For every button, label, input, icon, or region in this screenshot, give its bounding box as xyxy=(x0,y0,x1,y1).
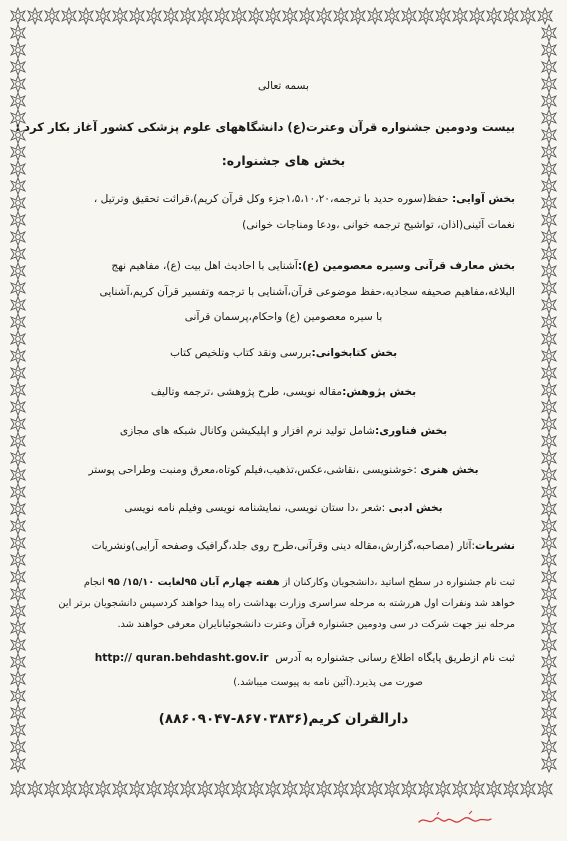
border-star-ornament xyxy=(62,781,76,797)
border-star-ornament xyxy=(11,246,25,262)
border-star-ornament xyxy=(542,280,556,296)
border-star-ornament xyxy=(266,8,280,24)
border-star-ornament xyxy=(164,8,178,24)
border-star-ornament xyxy=(11,501,25,517)
border-star-ornament xyxy=(232,781,246,797)
section-pajohesh-text: مقاله نویسی، طرح پژوهشی ،ترجمه وتالیف xyxy=(150,386,343,398)
border-star-ornament xyxy=(351,781,365,797)
border-star-ornament xyxy=(11,76,25,92)
registration-line2: خواهد شد ونفرات اول هررشته به مرحله سراسری وزارت بهداشت راه پیدا خواهند کردسپس دانشجویان برتر این xyxy=(58,598,515,609)
section-nashriyat-text: :آثار (مصاحبه،گزارش،مقاله دینی وقرآنی،طرح روی جلد،گرافیک وصفحه آرایی)ونشریات xyxy=(91,540,476,552)
registration-accept: صورت می پذیرد. xyxy=(352,677,423,688)
section-fanavari xyxy=(52,425,515,437)
registration-line3: مرحله نیز جهت شرکت در سی ودومین جشنواره قرآن وعترت دانشجوئیانایران معرفی خواهند شد. xyxy=(117,619,515,630)
border-star-ornament xyxy=(11,314,25,330)
section-ketab-text: بررسی ونقد کتاب وتلخیص کتاب xyxy=(169,347,312,359)
border-star-ornament xyxy=(470,8,484,24)
border-star-ornament xyxy=(11,688,25,704)
border-star-ornament xyxy=(334,781,348,797)
border-star-ornament xyxy=(542,722,556,738)
border-star-ornament xyxy=(11,781,25,797)
border-star-ornament xyxy=(11,195,25,211)
border-star-ornament xyxy=(436,8,450,24)
border-star-ornament xyxy=(368,8,382,24)
border-star-ornament xyxy=(470,781,484,797)
border-star-ornament xyxy=(419,781,433,797)
border-star-ornament xyxy=(542,76,556,92)
border-star-ornament xyxy=(11,518,25,534)
section-honari-label: بخش هنری xyxy=(420,464,479,476)
border-star-ornament xyxy=(11,42,25,58)
border-star-ornament xyxy=(542,535,556,551)
border-star-ornament xyxy=(11,93,25,109)
border-star-ornament xyxy=(542,620,556,636)
border-star-ornament xyxy=(11,25,25,41)
border-star-ornament xyxy=(249,781,263,797)
border-star-ornament xyxy=(542,127,556,143)
border-star-ornament xyxy=(96,8,110,24)
border-star-ornament xyxy=(542,382,556,398)
border-star-ornament xyxy=(542,739,556,755)
border-star-ornament xyxy=(198,781,212,797)
border-star-ornament xyxy=(385,8,399,24)
registration-site-text: ثبت نام ازطریق پایگاه اطلاع رسانی جشنواره به آدرس xyxy=(275,652,515,664)
border-star-ornament xyxy=(542,297,556,313)
registration-dates: هفته چهارم آبان ۹۵لغایت ۱۵/۱۰/ ۹۵ xyxy=(107,577,280,588)
border-star-ornament xyxy=(542,93,556,109)
border-star-ornament xyxy=(542,110,556,126)
border-star-ornament xyxy=(28,8,42,24)
border-star-ornament xyxy=(113,8,127,24)
page-title: بیست ودومین جشنواره قرآن وعترت(ع) دانشگاههای علوم پزشکی کشور آغاز بکار کرد : xyxy=(15,120,515,134)
border-star-ornament xyxy=(402,781,416,797)
border-star-ornament xyxy=(11,586,25,602)
border-star-ornament xyxy=(11,263,25,279)
border-star-ornament xyxy=(542,161,556,177)
section-adabi-label: بخش ادبی xyxy=(388,502,443,514)
border-star-ornament xyxy=(266,781,280,797)
section-honari-text: :خوشنویسی ،نقاشی،عکس،تذهیب،فیلم کوتاه،معرق ومنبت وطراحی پوستر xyxy=(88,464,421,476)
border-star-ornament xyxy=(11,8,25,24)
border-star-ornament xyxy=(542,399,556,415)
registration-url: http:// quran.behdasht.gov.ir xyxy=(94,652,269,664)
border-star-ornament xyxy=(79,8,93,24)
border-star-ornament xyxy=(28,781,42,797)
border-star-ornament xyxy=(130,8,144,24)
border-star-ornament xyxy=(11,705,25,721)
border-star-ornament xyxy=(300,781,314,797)
border-star-ornament xyxy=(79,781,93,797)
border-star-ornament xyxy=(283,8,297,24)
border-star-ornament xyxy=(542,144,556,160)
border-star-ornament xyxy=(147,8,161,24)
border-star-ornament xyxy=(542,42,556,58)
border-star-ornament xyxy=(249,8,263,24)
registration-text-c: انجام xyxy=(83,577,108,588)
section-avai-label: بخش آوایی: xyxy=(451,193,515,205)
border-star-ornament xyxy=(181,781,195,797)
border-star-ornament xyxy=(542,331,556,347)
border-star-ornament xyxy=(538,8,552,24)
section-pajohesh xyxy=(52,386,515,398)
border-star-ornament xyxy=(300,8,314,24)
border-star-ornament xyxy=(11,144,25,160)
border-star-ornament xyxy=(542,416,556,432)
section-avai-text: حفظ(سوره حدید با ترجمه،۱،۵،۱۰،۲۰جزء وکل قرآن کریم)،قرائت تحقیق وترتیل ، xyxy=(93,193,452,205)
registration-text-a: ثبت نام جشنواره در سطح اساتید ،دانشجویان وکارکنان از xyxy=(279,577,515,588)
border-star-ornament xyxy=(385,781,399,797)
border-star-ornament xyxy=(11,399,25,415)
border-star-ornament xyxy=(11,450,25,466)
border-star-ornament xyxy=(11,756,25,772)
section-avai-line2: نغمات آئینی(اذان، تواشیح ترجمه خوانی ،ودعا ومناجات خوانی) xyxy=(242,219,515,231)
border-star-ornament xyxy=(96,781,110,797)
section-maaref-label: بخش معارف قرآنی وسیره معصومین (ع): xyxy=(297,260,515,272)
border-star-ornament xyxy=(11,229,25,245)
border-star-ornament xyxy=(542,348,556,364)
border-star-ornament xyxy=(130,781,144,797)
border-star-ornament xyxy=(504,781,518,797)
border-star-ornament xyxy=(542,756,556,772)
section-honari xyxy=(52,464,515,476)
border-star-ornament xyxy=(521,8,535,24)
border-star-ornament xyxy=(542,688,556,704)
border-star-ornament xyxy=(436,781,450,797)
border-star-ornament xyxy=(334,8,348,24)
border-star-ornament xyxy=(11,348,25,364)
section-ketab-label: بخش کتابخوانی: xyxy=(311,347,398,359)
border-star-ornament xyxy=(11,535,25,551)
border-star-ornament xyxy=(11,212,25,228)
announcement-body xyxy=(15,80,515,750)
border-star-ornament xyxy=(487,781,501,797)
border-star-ornament xyxy=(11,59,25,75)
border-star-ornament xyxy=(11,467,25,483)
border-star-ornament xyxy=(11,739,25,755)
handwritten-signature xyxy=(415,806,495,832)
contact-footer: دارالقران کریم(۸۶۷۰۳۸۳۶-۸۸۶۰۹۰۴۷) xyxy=(158,711,409,727)
border-star-ornament xyxy=(542,59,556,75)
sections-heading: بخش های جشنواره: xyxy=(221,153,346,168)
border-star-ornament xyxy=(542,25,556,41)
border-star-ornament xyxy=(11,484,25,500)
border-star-ornament xyxy=(181,8,195,24)
border-star-ornament xyxy=(11,569,25,585)
border-star-ornament xyxy=(542,178,556,194)
section-maaref-text: آشنایی با احادیث اهل بیت (ع)، مفاهیم نهج xyxy=(111,260,298,272)
border-star-ornament xyxy=(542,501,556,517)
border-star-ornament xyxy=(11,722,25,738)
border-star-ornament xyxy=(45,8,59,24)
border-star-ornament xyxy=(11,331,25,347)
section-maaref-line3: با سیره معصومین (ع) واحکام،پرسمان قرآنی xyxy=(184,311,383,323)
section-fanavari-label: بخش فناوری: xyxy=(375,425,448,437)
border-star-ornament xyxy=(11,382,25,398)
border-star-ornament xyxy=(542,603,556,619)
border-star-ornament xyxy=(487,8,501,24)
border-star-ornament xyxy=(232,8,246,24)
section-adabi-text: :شعر ،دا ستان نویسی، نمایشنامه نویسی وفیلم نامه نویسی xyxy=(124,502,389,514)
section-pajohesh-label: بخش پژوهش: xyxy=(342,386,417,398)
border-star-ornament xyxy=(542,467,556,483)
border-star-ornament xyxy=(45,781,59,797)
registration-note: (آئین نامه به پیوست میباشد.) xyxy=(233,677,353,688)
section-ketab xyxy=(52,347,515,359)
border-star-ornament xyxy=(11,416,25,432)
border-star-ornament xyxy=(11,637,25,653)
border-star-ornament xyxy=(11,654,25,670)
registration-line1 xyxy=(52,577,515,588)
registration-site-line xyxy=(52,652,515,664)
border-star-ornament xyxy=(11,671,25,687)
border-star-ornament xyxy=(351,8,365,24)
border-star-ornament xyxy=(11,620,25,636)
border-star-ornament xyxy=(542,705,556,721)
basmala: بسمه تعالی xyxy=(258,80,309,92)
border-star-ornament xyxy=(147,781,161,797)
border-star-ornament xyxy=(11,603,25,619)
border-star-ornament xyxy=(419,8,433,24)
border-star-ornament xyxy=(542,246,556,262)
border-star-ornament xyxy=(453,8,467,24)
border-star-ornament xyxy=(542,484,556,500)
section-maaref-line1 xyxy=(52,260,515,272)
border-star-ornament xyxy=(542,450,556,466)
border-star-ornament xyxy=(317,8,331,24)
border-star-ornament xyxy=(542,654,556,670)
border-star-ornament xyxy=(542,552,556,568)
registration-accept-line xyxy=(52,677,515,688)
border-star-ornament xyxy=(542,637,556,653)
border-star-ornament xyxy=(521,781,535,797)
border-star-ornament xyxy=(11,161,25,177)
border-star-ornament xyxy=(11,280,25,296)
border-star-ornament xyxy=(215,781,229,797)
border-star-ornament xyxy=(542,314,556,330)
section-avai-line1 xyxy=(52,193,515,205)
border-star-ornament xyxy=(11,433,25,449)
border-star-ornament xyxy=(538,781,552,797)
border-star-ornament xyxy=(542,365,556,381)
section-maaref-line2: البلاغه،مفاهیم صحیفه سجادیه،حفظ موضوعی قرآن،آشنایی با ترجمه وتفسیر قرآن کریم،آشنایی xyxy=(99,286,515,298)
border-star-ornament xyxy=(542,263,556,279)
border-star-ornament xyxy=(542,671,556,687)
border-star-ornament xyxy=(11,552,25,568)
border-star-ornament xyxy=(198,8,212,24)
border-star-ornament xyxy=(504,8,518,24)
section-nashriyat xyxy=(52,540,515,552)
border-star-ornament xyxy=(215,8,229,24)
border-star-ornament xyxy=(542,586,556,602)
section-fanavari-text: شامل تولید نرم افزار و اپلیکیشن وکانال شبکه های مجازی xyxy=(119,425,375,437)
border-star-ornament xyxy=(542,195,556,211)
section-adabi xyxy=(52,502,515,514)
border-star-ornament xyxy=(283,781,297,797)
border-star-ornament xyxy=(317,781,331,797)
border-star-ornament xyxy=(542,518,556,534)
border-star-ornament xyxy=(11,297,25,313)
border-star-ornament xyxy=(542,569,556,585)
border-star-ornament xyxy=(542,433,556,449)
border-star-ornament xyxy=(542,212,556,228)
section-nashriyat-label: نشریات xyxy=(475,540,515,552)
border-star-ornament xyxy=(368,781,382,797)
border-star-ornament xyxy=(113,781,127,797)
border-star-ornament xyxy=(402,8,416,24)
border-star-ornament xyxy=(11,178,25,194)
border-star-ornament xyxy=(542,229,556,245)
border-star-ornament xyxy=(453,781,467,797)
border-star-ornament xyxy=(11,365,25,381)
border-star-ornament xyxy=(164,781,178,797)
border-star-ornament xyxy=(62,8,76,24)
